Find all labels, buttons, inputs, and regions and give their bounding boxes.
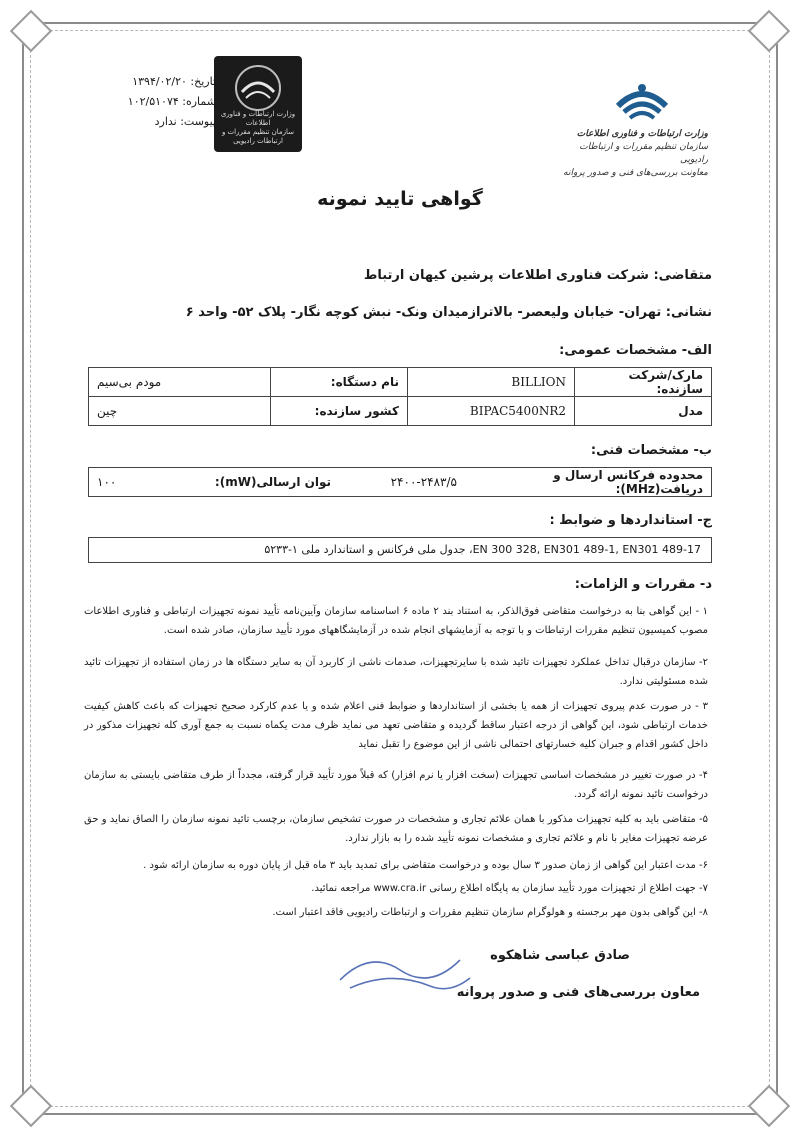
address-label: نشانی: bbox=[665, 305, 712, 320]
rule-item-1: ۱ - این گواهی بنا به درخواست متقاضی فوق‌الذکر، به استناد بند ۲ ماده ۶ اساسنامه سازمان وآیین‌نامه تأیید نمونه تجهیزات ارتباطی و فناوری اطلاعات مصوب کمیسیون تنظیم مقررات ارتباطات و با توجه به آزمایشهای انجام شده در آزمایشگاههای مورد تأیید سازمان، صادر شده است. bbox=[84, 606, 708, 636]
organization-header bbox=[558, 76, 708, 180]
seal-line: سازمان تنظیم مقررات و ارتباطات رادیویی bbox=[221, 128, 295, 145]
maker-label: مارک/شرکت سازنده: bbox=[575, 368, 712, 397]
frequency-value: ۲۴۰۰-۲۴۸۳/۵ bbox=[339, 468, 465, 497]
org-line-ministry: وزارت ارتباطات و فناوری اطلاعات bbox=[576, 129, 708, 139]
device-name-value: مودم بی‌سیم bbox=[89, 368, 271, 397]
signatory-name: صادق عباسی شاهکوه bbox=[490, 948, 630, 963]
country-label: کشور سازنده: bbox=[271, 397, 408, 426]
rule-item-5: ۵- متقاضی باید به کلیه تجهیزات مذکور با همان علائم تجاری و مشخصات در صورت تشخیص سازمان، برچسب تائید نمونه سازمان را الصاق نماید و حق عرضه تجهیزات مغایر با نام و علائم تجاری و مشخصات نمونه تأیید شده را به بازار ندارد. bbox=[84, 814, 708, 844]
document-number: شماره: ۱۰۲/۵۱۰۷۴ bbox=[127, 95, 216, 108]
power-label: توان ارسالی(mW): bbox=[193, 468, 339, 497]
org-line-regulatory: سازمان تنظیم مقررات و ارتباطات رادیویی bbox=[579, 142, 708, 165]
standards-heading: ج- استانداردها و ضوابط : bbox=[549, 513, 712, 528]
maker-value: BILLION bbox=[408, 368, 575, 397]
document-attachment: پیوست: ندارد bbox=[154, 115, 216, 128]
general-specs-heading: الف- مشخصات عمومی: bbox=[559, 343, 712, 358]
power-value: ۱۰۰ bbox=[89, 468, 194, 497]
org-line-deputy: معاونت بررسی‌های فنی و صدور پروانه bbox=[563, 168, 708, 178]
device-name-label: نام دستگاه: bbox=[271, 368, 408, 397]
applicant-value: شرکت فناوری اطلاعات پرشین کیهان ارتباط bbox=[363, 268, 649, 283]
document-meta bbox=[96, 72, 216, 132]
standards-box: EN 300 328, EN301 489-1, EN301 489-17، جدول ملی فرکانس و استاندارد ملی ۱-۵۲۳۳ bbox=[88, 537, 712, 563]
general-specs-table bbox=[88, 367, 712, 426]
rule-item-6: ۶- مدت اعتبار این گواهی از زمان صدور ۳ سال بوده و درخواست متقاضی برای تمدید باید ۳ ماه قبل از پایان دوره به سازمان ارائه شود . bbox=[143, 860, 708, 871]
model-value: BIPAC5400NR2 bbox=[408, 397, 575, 426]
rule-item-3: ۳ - در صورت عدم پیروی تجهیزات از همه یا بخشی از استانداردها و ضوابط فنی اعلام شده و یا عدم کارکرد صحیح تجهیزات که باعث کاهش کیفیت خدمات ارتباطی شود، این گواهی از درجه اعتبار ساقط گردیده و متقاضی تعهد می نماید ظرف مدت یکماه نسبت به جمع آوری کله تجهیزات مذکور در داخل کشور اقدام و جبران کلیه خسارتهای احتمالی ناشی از این موضوع را تقبل نماید bbox=[84, 701, 708, 750]
page-title: گواهی تایید نمونه bbox=[317, 188, 483, 210]
technical-specs-heading: ب- مشخصات فنی: bbox=[590, 443, 712, 458]
table-row bbox=[89, 368, 712, 397]
country-value: چین bbox=[89, 397, 271, 426]
address-value: تهران- خیابان ولیعصر- بالاترازمیدان ونک- نبش کوچه نگار- پلاک ۵۲- واحد ۶ bbox=[185, 305, 662, 320]
frequency-label: محدوده فرکانس ارسال و دریافت(MHz): bbox=[465, 468, 712, 497]
applicant-label: متقاضی: bbox=[653, 268, 712, 283]
applicant-line bbox=[364, 268, 712, 283]
organization-logo-icon bbox=[610, 76, 674, 124]
technical-specs-table bbox=[88, 467, 712, 497]
table-row bbox=[89, 397, 712, 426]
table-row bbox=[89, 468, 712, 497]
signatory-position: معاون بررسی‌های فنی و صدور پروانه bbox=[456, 985, 700, 1000]
document-date: تاریخ: ۱۳۹۴/۰۲/۲۰ bbox=[132, 75, 216, 88]
rules-heading: د- مقررات و الزامات: bbox=[574, 577, 712, 592]
rule-item-2: ۲- سازمان درقبال تداخل عملکرد تجهیزات تائید شده با سایرتجهیزات، صدمات ناشی از کاربرد آن به سایر دستگاه ها در زمان استفاده از تجهیزات تائید شده مسئولیتی ندارد. bbox=[84, 657, 708, 687]
model-label: مدل bbox=[575, 397, 712, 426]
rule-item-4: ۴- در صورت تغییر در مشخصات اساسی تجهیزات (سخت افزار یا نرم افزار) که قبلاً مورد تأیید قرار گرفته، مجدداً از طرف متقاضی بایستی به سازمان درخواست تائید نمونه ارائه گردد. bbox=[84, 770, 708, 800]
hologram-seal bbox=[214, 56, 302, 152]
rule-item-7: ۷- جهت اطلاع از تجهیزات مورد تأیید سازمان به پایگاه اطلاع رسانی www.cra.ir مراجعه نمائید. bbox=[311, 883, 708, 894]
address-line bbox=[186, 305, 712, 320]
rule-item-8: ۸- این گواهی بدون مهر برجسته و هولوگرام سازمان تنظیم مقررات و ارتباطات رادیویی فاقد اعتبار است. bbox=[272, 907, 708, 918]
seal-line: وزارت ارتباطات و فناوری اطلاعات bbox=[220, 110, 296, 127]
